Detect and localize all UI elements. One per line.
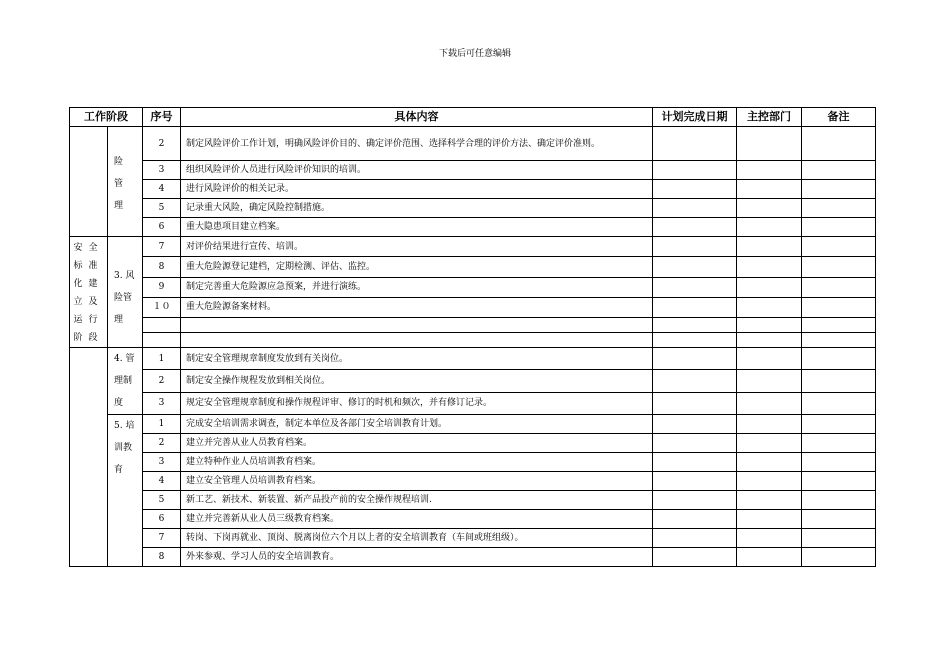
row-note[interactable] <box>802 392 876 414</box>
row-note[interactable] <box>802 199 876 218</box>
row-note[interactable] <box>802 237 876 257</box>
row-dept[interactable] <box>737 529 802 548</box>
safety-plan-table <box>69 107 876 567</box>
table-row <box>70 237 876 257</box>
row-dept[interactable] <box>737 472 802 491</box>
row-dept[interactable] <box>737 333 802 348</box>
row-date[interactable] <box>653 318 737 333</box>
row-seq: 1 <box>143 415 181 434</box>
row-content: 新工艺、新技术、新装置、新产品投产前的安全操作规程培训. <box>181 491 653 510</box>
row-date[interactable] <box>653 529 737 548</box>
row-note[interactable] <box>802 180 876 199</box>
row-date[interactable] <box>653 127 737 161</box>
group-risk-mgmt: 险管理 <box>108 127 143 237</box>
row-dept[interactable] <box>737 218 802 237</box>
row-date[interactable] <box>653 434 737 453</box>
row-dept[interactable] <box>737 257 802 277</box>
group-major-hazard: 3. 风险管理 <box>108 237 143 348</box>
row-dept[interactable] <box>737 415 802 434</box>
row-seq: 2 <box>143 370 181 392</box>
table-row <box>70 257 876 277</box>
row-seq: 2 <box>143 127 181 161</box>
table-row <box>70 127 876 161</box>
table-row <box>70 318 876 333</box>
row-date[interactable] <box>653 392 737 414</box>
header-content: 具体内容 <box>181 108 653 127</box>
row-date[interactable] <box>653 333 737 348</box>
row-date[interactable] <box>653 297 737 317</box>
row-content: 规定安全管理规章制度和操作规程评审、修订的时机和频次，并有修订记录。 <box>181 392 653 414</box>
row-seq: 2 <box>143 434 181 453</box>
row-seq <box>143 318 181 333</box>
header-seq: 序号 <box>143 108 181 127</box>
row-dept[interactable] <box>737 453 802 472</box>
row-note[interactable] <box>802 434 876 453</box>
row-seq: 4 <box>143 180 181 199</box>
table-row <box>70 370 876 392</box>
row-content: 对评价结果进行宣传、培训。 <box>181 237 653 257</box>
row-seq: 1 <box>143 348 181 370</box>
row-seq: 4 <box>143 472 181 491</box>
table-row <box>70 510 876 529</box>
row-content: 制定安全管理规章制度发放到有关岗位。 <box>181 348 653 370</box>
row-date[interactable] <box>653 257 737 277</box>
row-dept[interactable] <box>737 434 802 453</box>
stage-cell-empty <box>70 127 108 237</box>
row-date[interactable] <box>653 370 737 392</box>
header-date: 计划完成日期 <box>653 108 737 127</box>
row-seq: 3 <box>143 453 181 472</box>
row-seq: 8 <box>143 257 181 277</box>
row-note[interactable] <box>802 548 876 567</box>
row-note[interactable] <box>802 297 876 317</box>
row-note[interactable] <box>802 218 876 237</box>
row-note[interactable] <box>802 277 876 297</box>
row-note[interactable] <box>802 491 876 510</box>
row-content <box>181 318 653 333</box>
row-content: 记录重大风险，确定风险控制措施。 <box>181 199 653 218</box>
row-content: 转岗、下岗再就业、顶岗、脱离岗位六个月以上者的安全培训教育（车间或班组级）。 <box>181 529 653 548</box>
row-dept[interactable] <box>737 180 802 199</box>
table-row <box>70 491 876 510</box>
row-note[interactable] <box>802 348 876 370</box>
table-row <box>70 434 876 453</box>
row-content: 完成安全培训需求调查，制定本单位及各部门安全培训教育计划。 <box>181 415 653 434</box>
table-row <box>70 529 876 548</box>
table-row <box>70 348 876 370</box>
table-row <box>70 199 876 218</box>
row-content: 建立特种作业人员培训教育档案。 <box>181 453 653 472</box>
row-dept[interactable] <box>737 392 802 414</box>
row-note[interactable] <box>802 318 876 333</box>
document-watermark: 下载后可任意编辑 <box>438 49 511 59</box>
row-seq: 6 <box>143 218 181 237</box>
row-dept[interactable] <box>737 348 802 370</box>
table-row <box>70 333 876 348</box>
row-dept[interactable] <box>737 370 802 392</box>
row-content <box>181 333 653 348</box>
table-row <box>70 453 876 472</box>
table-row <box>70 161 876 180</box>
row-date[interactable] <box>653 180 737 199</box>
row-note[interactable] <box>802 472 876 491</box>
row-dept[interactable] <box>737 237 802 257</box>
row-note[interactable] <box>802 510 876 529</box>
row-content: 重大危险源备案材料。 <box>181 297 653 317</box>
table-row <box>70 548 876 567</box>
row-note[interactable] <box>802 257 876 277</box>
row-seq: 7 <box>143 237 181 257</box>
row-content: 外来参观、学习人员的安全培训教育。 <box>181 548 653 567</box>
row-content: 重大危险源登记建档，定期检测、评估、监控。 <box>181 257 653 277</box>
stage-label: 安全标准化建立及运行阶段 <box>70 237 108 348</box>
row-seq: １０ <box>143 297 181 317</box>
stage-cell-empty <box>70 348 108 567</box>
table-row <box>70 297 876 317</box>
table-row <box>70 218 876 237</box>
row-dept[interactable] <box>737 297 802 317</box>
row-dept[interactable] <box>737 199 802 218</box>
row-seq: 3 <box>143 161 181 180</box>
row-seq: 7 <box>143 529 181 548</box>
header-dept: 主控部门 <box>737 108 802 127</box>
row-content: 制定风险评价工作计划，明确风险评价目的、确定评价范围、选择科学合理的评价方法、确定评价准则。 <box>181 127 653 161</box>
row-note[interactable] <box>802 415 876 434</box>
row-date[interactable] <box>653 548 737 567</box>
row-date[interactable] <box>653 161 737 180</box>
row-seq: 6 <box>143 510 181 529</box>
row-date[interactable] <box>653 453 737 472</box>
row-dept[interactable] <box>737 548 802 567</box>
row-date[interactable] <box>653 199 737 218</box>
row-dept[interactable] <box>737 318 802 333</box>
row-note[interactable] <box>802 370 876 392</box>
row-content: 建立安全管理人员培训教育档案。 <box>181 472 653 491</box>
row-date[interactable] <box>653 415 737 434</box>
table-row <box>70 415 876 434</box>
row-dept[interactable] <box>737 510 802 529</box>
row-date[interactable] <box>653 237 737 257</box>
row-date[interactable] <box>653 510 737 529</box>
row-content: 制定完善重大危险源应急预案，并进行演练。 <box>181 277 653 297</box>
row-note[interactable] <box>802 333 876 348</box>
row-seq: 8 <box>143 548 181 567</box>
row-dept[interactable] <box>737 491 802 510</box>
header-note: 备注 <box>802 108 876 127</box>
group-training: 5. 培训教育 <box>108 415 143 567</box>
row-dept[interactable] <box>737 127 802 161</box>
row-dept[interactable] <box>737 161 802 180</box>
row-date[interactable] <box>653 218 737 237</box>
row-date[interactable] <box>653 348 737 370</box>
table-row <box>70 180 876 199</box>
row-note[interactable] <box>802 529 876 548</box>
table-header-row <box>70 108 876 127</box>
row-seq: 5 <box>143 491 181 510</box>
row-seq: 9 <box>143 277 181 297</box>
row-date[interactable] <box>653 491 737 510</box>
row-seq: 5 <box>143 199 181 218</box>
row-content: 建立并完善从业人员教育档案。 <box>181 434 653 453</box>
row-date[interactable] <box>653 472 737 491</box>
table-row <box>70 472 876 491</box>
row-content: 建立并完善新从业人员三级教育档案。 <box>181 510 653 529</box>
row-dept[interactable] <box>737 277 802 297</box>
row-content: 重大隐患项目建立档案。 <box>181 218 653 237</box>
table-row <box>70 277 876 297</box>
group-system-mgmt: 4. 管理制度 <box>108 348 143 415</box>
row-seq: 3 <box>143 392 181 414</box>
row-content: 进行风险评价的相关记录。 <box>181 180 653 199</box>
row-content: 制定安全操作规程发放到相关岗位。 <box>181 370 653 392</box>
header-stage: 工作阶段 <box>70 108 143 127</box>
row-note[interactable] <box>802 453 876 472</box>
row-date[interactable] <box>653 277 737 297</box>
row-note[interactable] <box>802 127 876 161</box>
row-note[interactable] <box>802 161 876 180</box>
table-row <box>70 392 876 414</box>
row-content: 组织风险评价人员进行风险评价知识的培训。 <box>181 161 653 180</box>
row-seq <box>143 333 181 348</box>
